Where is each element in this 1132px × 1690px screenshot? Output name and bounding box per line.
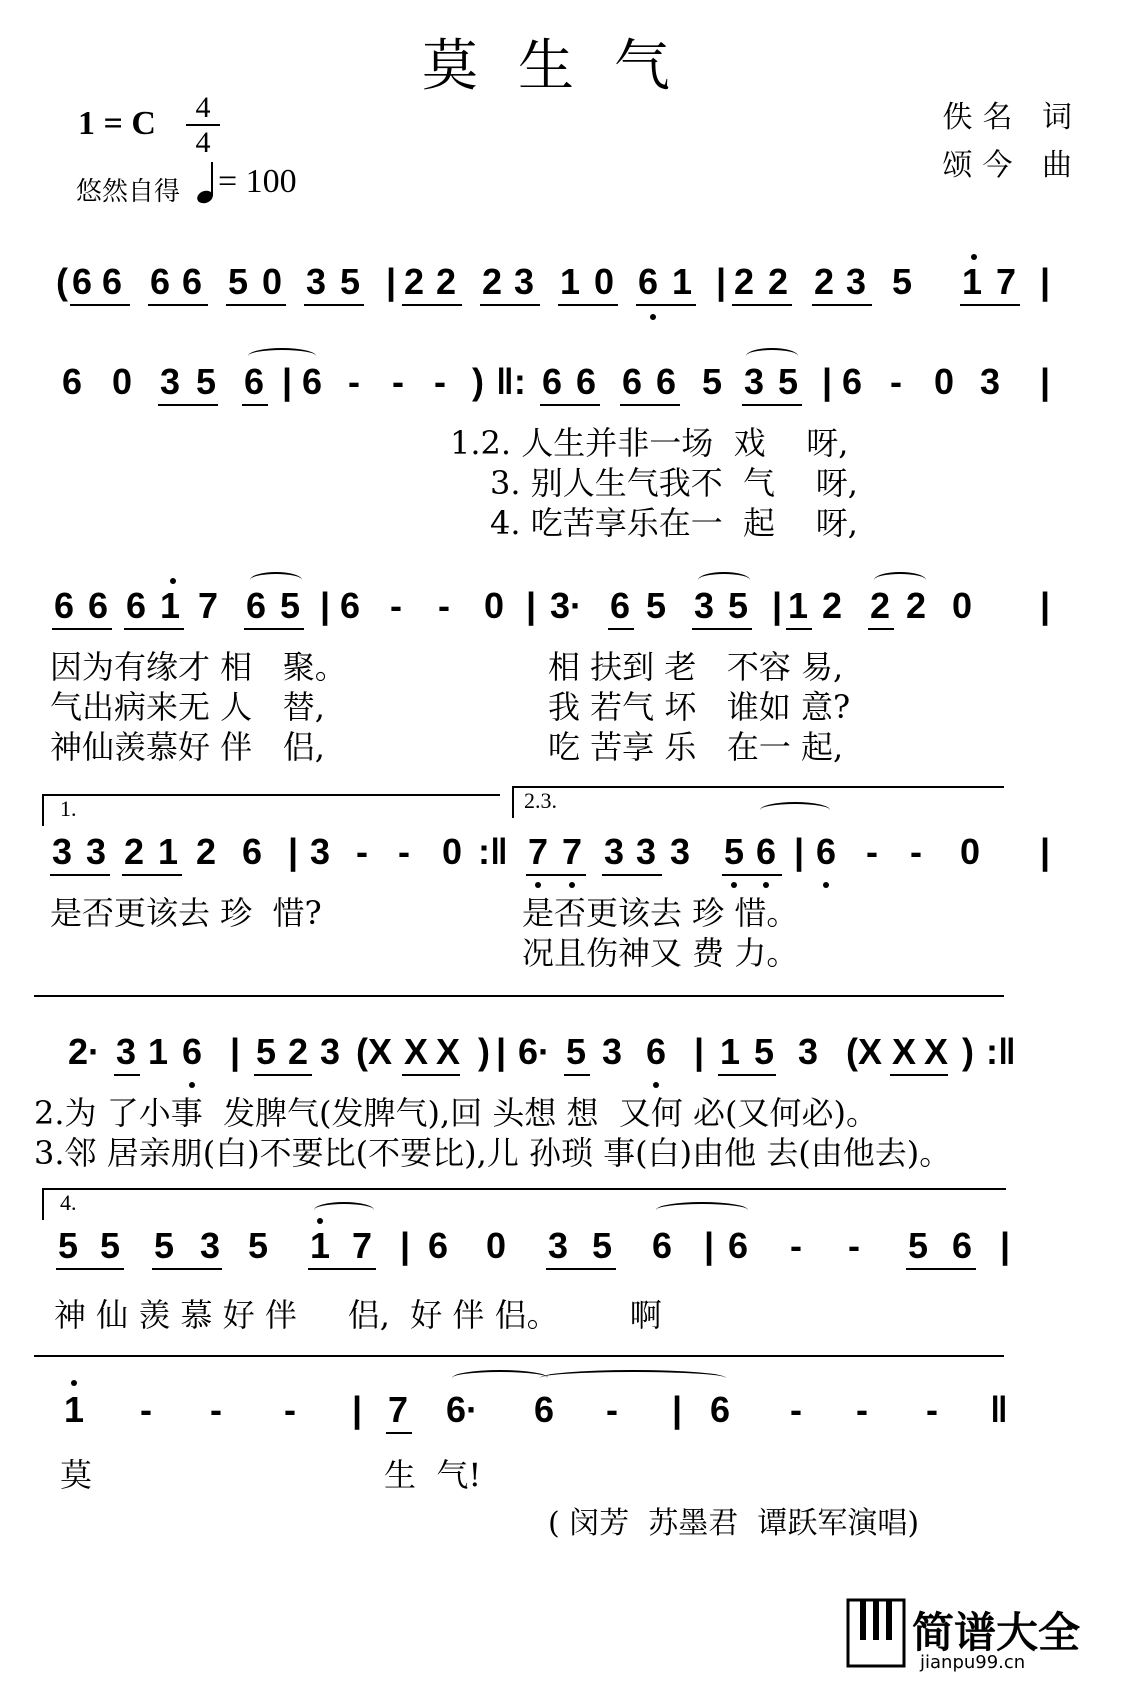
note: - xyxy=(910,831,922,872)
barline: | xyxy=(320,585,331,626)
barline: | xyxy=(822,361,833,402)
lyric-line: 神仙羡慕好 伴 侣, xyxy=(50,728,325,766)
note: 3 xyxy=(602,1031,623,1072)
note: 5 xyxy=(892,261,913,302)
volta-second xyxy=(512,786,1004,818)
note: - xyxy=(210,1389,222,1430)
notation-row-2 xyxy=(0,362,1132,422)
watermark-brand: 简谱大全 xyxy=(912,1608,1081,1657)
barline: | xyxy=(230,1031,241,1072)
rhythm-x: X xyxy=(436,1031,461,1072)
note: 3 xyxy=(160,361,181,402)
watermark-url: jianpu99.cn xyxy=(920,1652,1026,1673)
note: - xyxy=(790,1389,802,1430)
note: 7 xyxy=(352,1225,373,1266)
note: 2 xyxy=(734,261,755,302)
note: 2 xyxy=(196,831,217,872)
note: 6 xyxy=(610,585,631,626)
note: 3 xyxy=(310,831,331,872)
note: 0 xyxy=(484,585,505,626)
meter-bottom: 4 xyxy=(195,126,211,159)
note: 6 xyxy=(710,1389,731,1430)
rhythm-x: X xyxy=(892,1031,917,1072)
note: 5 xyxy=(566,1031,587,1072)
note: 6 xyxy=(656,361,677,402)
key-signature: 1 = C xyxy=(78,105,156,142)
note: 7 xyxy=(198,585,219,626)
notation-row-3 xyxy=(0,586,1132,646)
rhythm-x: (X xyxy=(846,1031,882,1072)
note: 6 xyxy=(246,585,267,626)
note: 5 xyxy=(228,261,249,302)
note: 2 xyxy=(124,831,145,872)
note: 6 xyxy=(638,261,659,302)
note: 2 xyxy=(482,261,503,302)
note: 6 xyxy=(728,1225,749,1266)
note: 6 xyxy=(182,261,203,302)
paren: ) xyxy=(478,1031,490,1072)
note: 0 xyxy=(594,261,615,302)
lyric-verse-4: 4. 吃苦享乐在一 起 呀, xyxy=(490,504,858,542)
barline: | xyxy=(282,361,293,402)
repeat-end: :‖ xyxy=(986,1031,1016,1072)
section-divider xyxy=(34,995,1004,997)
note: - xyxy=(890,361,902,402)
note: 3 xyxy=(636,831,657,872)
note: 5 xyxy=(592,1225,613,1266)
lyric-line: 况且伤神又 费 力。 xyxy=(522,934,799,972)
barline: | xyxy=(704,1225,715,1266)
note: 5 xyxy=(154,1225,175,1266)
repeat-end: :‖ xyxy=(478,831,508,872)
note: 3 xyxy=(52,831,73,872)
note: - xyxy=(284,1389,296,1430)
note: 2 xyxy=(288,1031,309,1072)
lyric-line: 因为有缘才 相 聚。 xyxy=(50,648,347,686)
final-barline: ‖ xyxy=(990,1389,1008,1430)
note: 3 xyxy=(846,261,867,302)
note: 1 xyxy=(64,1389,85,1430)
note: 3 xyxy=(798,1031,819,1072)
note: 0 xyxy=(952,585,973,626)
barline: | xyxy=(1040,585,1051,626)
note: 3 xyxy=(86,831,107,872)
note: 5 xyxy=(340,261,361,302)
note: 6 xyxy=(62,361,83,402)
note: 0 xyxy=(442,831,463,872)
note: 6 xyxy=(622,361,643,402)
barline: | xyxy=(672,1389,683,1430)
note: 5 xyxy=(908,1225,929,1266)
note: 5 xyxy=(280,585,301,626)
note: 6 xyxy=(54,585,75,626)
barline: | xyxy=(772,585,783,626)
note: 1 xyxy=(962,261,983,302)
piano-keys-logo-icon xyxy=(846,1598,906,1668)
note: - xyxy=(790,1225,802,1266)
expression-mark: 悠然自得 xyxy=(76,177,181,207)
note: - xyxy=(390,585,402,626)
note: 3· xyxy=(550,585,583,626)
note: 7 xyxy=(528,831,549,872)
note: - xyxy=(348,361,360,402)
note: 6 xyxy=(126,585,147,626)
note: - xyxy=(356,831,368,872)
note: 5 xyxy=(754,1031,775,1072)
note: 3 xyxy=(744,361,765,402)
lyric-verse-3: 3. 别人生气我不 气 呀, xyxy=(490,464,858,502)
note: 2 xyxy=(822,585,843,626)
note: 5 xyxy=(646,585,667,626)
note: 1 xyxy=(720,1031,741,1072)
lyric-line: 相 扶到 老 不容 易, xyxy=(548,648,844,686)
performers-credit: ( 闵芳 苏墨君 谭跃军演唱) xyxy=(548,1506,920,1541)
note: 5 xyxy=(256,1031,277,1072)
note: 6· xyxy=(446,1389,479,1430)
note: 6 xyxy=(576,361,597,402)
note: - xyxy=(926,1389,938,1430)
section-divider xyxy=(34,1355,1004,1357)
lyricist-credit: 佚名 词 xyxy=(942,100,1082,135)
barline: | xyxy=(1040,261,1051,302)
note: 6 xyxy=(88,585,109,626)
note: - xyxy=(434,361,446,402)
notation-row-7 xyxy=(0,1390,1132,1450)
notation-row-5 xyxy=(0,1032,1132,1092)
note: 0 xyxy=(934,361,955,402)
barline: | xyxy=(496,1031,507,1072)
note: 6 xyxy=(542,361,563,402)
note: - xyxy=(606,1389,618,1430)
paren: ) xyxy=(472,361,484,402)
volta-fourth-label: 4. xyxy=(60,1190,77,1215)
note: - xyxy=(438,585,450,626)
paren: ) xyxy=(962,1031,974,1072)
note: - xyxy=(848,1225,860,1266)
note: 6 xyxy=(102,261,123,302)
notation-row-1 xyxy=(0,262,1132,322)
barline: | xyxy=(1000,1225,1011,1266)
barline: | xyxy=(794,831,805,872)
lyric-line: 神 仙 羡 慕 好 伴 侣, 好 伴 侣。 啊 xyxy=(54,1296,662,1334)
note: 0 xyxy=(262,261,283,302)
note: 6 xyxy=(952,1225,973,1266)
barline: | xyxy=(1040,361,1051,402)
note: 1 xyxy=(788,585,809,626)
note: 7 xyxy=(996,261,1017,302)
note: 1 xyxy=(310,1225,331,1266)
quarter-note-icon xyxy=(196,160,220,206)
lyric-verse-3-bridge: 3.邻 居亲朋(白)不要比(不要比),儿 孙琐 事(白)由他 去(由他去)。 xyxy=(34,1134,952,1172)
note: 5 xyxy=(728,585,749,626)
volta-first xyxy=(42,794,500,826)
note: 5 xyxy=(100,1225,121,1266)
note: - xyxy=(398,831,410,872)
note: 3 xyxy=(670,831,691,872)
rhythm-x: X xyxy=(404,1031,429,1072)
note: 5 xyxy=(702,361,723,402)
note: 6 xyxy=(340,585,361,626)
note: 5 xyxy=(58,1225,79,1266)
note: 6 xyxy=(244,361,265,402)
note: - xyxy=(856,1389,868,1430)
note: 2 xyxy=(404,261,425,302)
note: 1 xyxy=(672,261,693,302)
volta-second-label: 2.3. xyxy=(524,788,557,813)
note: 2 xyxy=(814,261,835,302)
note: 1 xyxy=(148,1031,169,1072)
barline: | xyxy=(716,261,727,302)
note: - xyxy=(866,831,878,872)
note: 2 xyxy=(436,261,457,302)
lyric-line: 吃 苦享 乐 在一 起, xyxy=(548,728,844,766)
note: 0 xyxy=(960,831,981,872)
note: 5 xyxy=(248,1225,269,1266)
meter-top: 4 xyxy=(195,91,211,124)
note: 6 xyxy=(150,261,171,302)
note: 6· xyxy=(518,1031,551,1072)
lyric-line: 我 若气 坏 谁如 意? xyxy=(548,688,851,726)
score-title: 莫生气 xyxy=(422,34,710,99)
time-signature xyxy=(186,93,220,158)
notation-row-4 xyxy=(0,832,1132,892)
barline: | xyxy=(400,1225,411,1266)
note: 3 xyxy=(320,1031,341,1072)
lyric-line: 是否更该去 珍 惜。 xyxy=(522,894,799,932)
rhythm-x: (X xyxy=(356,1031,392,1072)
note: 5 xyxy=(196,361,217,402)
note: 6 xyxy=(302,361,323,402)
note: 1 xyxy=(160,585,181,626)
tempo-mark: = 100 xyxy=(218,163,297,200)
lyric-line: 是否更该去 珍 惜? xyxy=(50,894,322,932)
volta-fourth xyxy=(42,1188,1006,1220)
barline: | xyxy=(288,831,299,872)
barline: | xyxy=(526,585,537,626)
note: 7 xyxy=(388,1389,409,1430)
barline: | xyxy=(694,1031,705,1072)
note: 6 xyxy=(652,1225,673,1266)
note: 6 xyxy=(842,361,863,402)
note: 6 xyxy=(428,1225,449,1266)
lyric-line: 莫 xyxy=(60,1456,93,1494)
note: ( xyxy=(56,261,68,302)
lyric-verse-1-2: 1.2. 人生并非一场 戏 呀, xyxy=(450,424,849,462)
repeat-start: ‖: xyxy=(496,361,526,402)
note: 6 xyxy=(816,831,837,872)
note: 6 xyxy=(182,1031,203,1072)
note: 2 xyxy=(870,585,891,626)
note: - xyxy=(140,1389,152,1430)
note: 6 xyxy=(756,831,777,872)
barline: | xyxy=(386,261,397,302)
note: 0 xyxy=(486,1225,507,1266)
note: 6 xyxy=(646,1031,667,1072)
lyric-verse-2-bridge: 2.为 了小事 发脾气(发脾气),回 头想 想 又何 必(又何必)。 xyxy=(34,1094,879,1132)
barline: | xyxy=(352,1389,363,1430)
rhythm-x: X xyxy=(924,1031,949,1072)
note: 3 xyxy=(200,1225,221,1266)
note: 0 xyxy=(112,361,133,402)
note: 7 xyxy=(562,831,583,872)
lyric-line: 气出病来无 人 替, xyxy=(50,688,325,726)
note: 3 xyxy=(514,261,535,302)
volta-first-label: 1. xyxy=(60,796,77,821)
note: - xyxy=(392,361,404,402)
composer-credit: 颂今 曲 xyxy=(942,148,1082,183)
note: 2 xyxy=(906,585,927,626)
note: 1 xyxy=(158,831,179,872)
barline: | xyxy=(1040,831,1051,872)
note: 3 xyxy=(548,1225,569,1266)
note: 3 xyxy=(604,831,625,872)
note: 3 xyxy=(306,261,327,302)
note: 6 xyxy=(72,261,93,302)
note: 6 xyxy=(534,1389,555,1430)
lyric-line: 生 气! xyxy=(384,1456,482,1494)
note: 1 xyxy=(560,261,581,302)
note: 5 xyxy=(778,361,799,402)
note: 2· xyxy=(68,1031,101,1072)
note: 6 xyxy=(242,831,263,872)
note: 3 xyxy=(980,361,1001,402)
note: 3 xyxy=(694,585,715,626)
note: 2 xyxy=(768,261,789,302)
notation-row-6 xyxy=(0,1226,1132,1286)
note: 3 xyxy=(116,1031,137,1072)
note: 5 xyxy=(724,831,745,872)
